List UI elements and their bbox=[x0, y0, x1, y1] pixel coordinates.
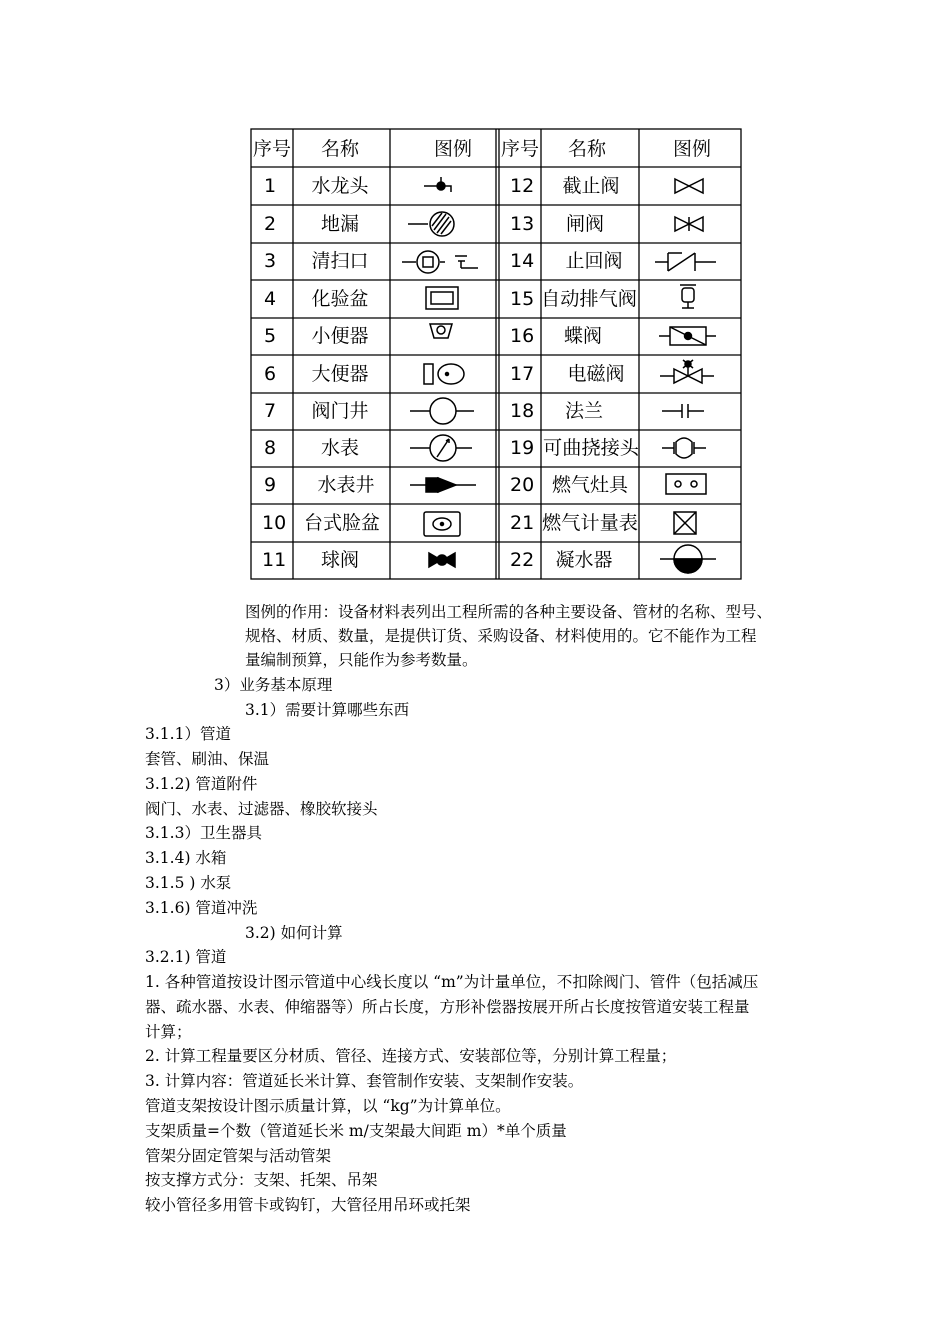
row-20-no: 20 bbox=[510, 474, 535, 496]
header-legend-right: 图例 bbox=[672, 138, 712, 160]
rule-1-line-2: 器、疏水器、水表、伸缩器等）所占长度，方形补偿器按展开所占长度按管道安装工程量 bbox=[145, 998, 750, 1016]
header-legend-left: 图例 bbox=[433, 138, 473, 160]
rule-1-line-1: 1. 各种管道按设计图示管道中心线长度以 “m”为计量单位，不扣除阀门、管件（包括减压 bbox=[145, 973, 759, 991]
row-18-no: 18 bbox=[510, 400, 535, 422]
row-22-no: 22 bbox=[510, 549, 535, 571]
row-12-name: 截止阀 bbox=[562, 175, 620, 197]
valve-well-icon bbox=[410, 398, 474, 424]
row-19-no: 19 bbox=[510, 437, 535, 459]
row-9-no: 9 bbox=[264, 474, 277, 496]
floor-drain-icon bbox=[408, 212, 454, 236]
flange-icon bbox=[662, 404, 704, 418]
row-15-name: 自动排气阀 bbox=[541, 288, 637, 310]
row-2-name: 地漏 bbox=[320, 213, 360, 235]
subsection-heading-3-2: 3.2) 如何计算 bbox=[245, 924, 343, 942]
row-1-no: 1 bbox=[264, 175, 277, 197]
row-4-name: 化验盆 bbox=[311, 288, 369, 310]
header-no-left: 序号 bbox=[252, 138, 292, 160]
row-6-name: 大便器 bbox=[311, 363, 369, 385]
item-heading-3-2-1: 3.2.1) 管道 bbox=[145, 948, 227, 966]
row-5-no: 5 bbox=[264, 325, 277, 347]
support-types: 管架分固定管架与活动管架 bbox=[145, 1147, 332, 1165]
row-10-name: 台式脸盆 bbox=[303, 512, 381, 534]
item-heading-3-1-6: 3.1.6) 管道冲洗 bbox=[145, 899, 258, 917]
check-valve-icon bbox=[655, 253, 716, 271]
support-by-diameter: 较小管径多用管卡或钩钉，大管径用吊环或托架 bbox=[145, 1196, 471, 1214]
row-18-name: 法兰 bbox=[564, 400, 604, 422]
row-13-no: 13 bbox=[510, 213, 535, 235]
row-5-name: 小便器 bbox=[311, 325, 369, 347]
row-7-no: 7 bbox=[264, 400, 277, 422]
row-4-no: 4 bbox=[264, 288, 277, 310]
item-heading-3-1-3: 3.1.3）卫生器具 bbox=[145, 824, 262, 842]
row-16-no: 16 bbox=[510, 325, 535, 347]
row-12-no: 12 bbox=[510, 175, 535, 197]
row-16-name: 蝶阀 bbox=[563, 325, 603, 347]
row-22-name: 凝水器 bbox=[555, 549, 613, 571]
row-2-no: 2 bbox=[264, 213, 277, 235]
row-20-name: 燃气灶具 bbox=[551, 474, 629, 496]
row-6-no: 6 bbox=[264, 363, 277, 385]
urinal-icon bbox=[430, 324, 452, 338]
item-text-3-1-1: 套管、刷油、保温 bbox=[145, 750, 270, 768]
row-14-name: 止回阀 bbox=[565, 250, 623, 272]
solenoid-valve-icon bbox=[660, 360, 714, 383]
lab-sink-icon bbox=[426, 287, 458, 309]
legend-purpose-line-3: 量编制预算，只能作为参考数量。 bbox=[245, 651, 478, 669]
support-weight-formula: 支架质量=个数（管道延长米 m/支架最大间距 m）*单个质量 bbox=[145, 1122, 567, 1140]
legend-purpose-line-2: 规格、材质、数量，是提供订货、采购设备、材料使用的。它不能作为工程 bbox=[245, 627, 757, 645]
row-8-no: 8 bbox=[264, 437, 277, 459]
support-weight-rule: 管道支架按设计图示质量计算，以 “kg”为计算单位。 bbox=[145, 1097, 511, 1115]
stop-valve-icon bbox=[675, 179, 703, 193]
header-name-left: 名称 bbox=[320, 138, 360, 160]
rule-3: 3. 计算内容：管道延长米计算、套管制作安装、支架制作安装。 bbox=[145, 1072, 584, 1090]
row-7-name: 阀门井 bbox=[311, 400, 369, 422]
gas-meter-icon bbox=[674, 512, 696, 534]
row-11-name: 球阀 bbox=[320, 549, 360, 571]
row-21-name: 燃气计量表 bbox=[542, 512, 638, 534]
subsection-heading-3-1: 3.1）需要计算哪些东西 bbox=[245, 701, 410, 719]
air-vent-valve-icon bbox=[680, 285, 696, 308]
row-3-name: 清扫口 bbox=[311, 250, 369, 272]
item-text-3-1-2: 阀门、水表、过滤器、橡胶软接头 bbox=[145, 800, 378, 818]
row-3-no: 3 bbox=[264, 250, 277, 272]
item-heading-3-1-5: 3.1.5 ) 水泵 bbox=[145, 874, 232, 892]
legend-table bbox=[250, 128, 742, 580]
toilet-icon bbox=[424, 364, 464, 384]
row-10-no: 10 bbox=[262, 512, 287, 534]
section-heading-3: 3）业务基本原理 bbox=[214, 676, 333, 694]
row-8-name: 水表 bbox=[320, 437, 360, 459]
rule-1-line-3: 计算； bbox=[145, 1023, 192, 1041]
row-11-no: 11 bbox=[262, 549, 287, 571]
condensate-trap-icon bbox=[660, 545, 716, 573]
legend-purpose-line-1: 图例的作用：设备材料表列出工程所需的各种主要设备、管材的名称、型号、 bbox=[245, 603, 773, 621]
support-methods: 按支撑方式分：支架、托架、吊架 bbox=[145, 1171, 378, 1189]
header-no-right: 序号 bbox=[500, 138, 540, 160]
item-heading-3-1-1: 3.1.1）管道 bbox=[145, 725, 231, 743]
row-17-no: 17 bbox=[510, 363, 535, 385]
gate-valve-icon bbox=[675, 217, 703, 231]
row-19-name: 可曲挠接头 bbox=[543, 437, 640, 459]
row-9-name: 水表井 bbox=[317, 474, 375, 496]
rule-2: 2. 计算工程量要区分材质、管径、连接方式、安装部位等，分别计算工程量； bbox=[145, 1047, 677, 1065]
washbasin-icon bbox=[424, 512, 460, 536]
ball-valve-icon bbox=[429, 553, 455, 567]
flexible-joint-icon bbox=[662, 438, 706, 458]
cleanout-icon bbox=[402, 251, 478, 273]
water-meter-well-icon bbox=[410, 478, 476, 492]
butterfly-valve-icon bbox=[659, 327, 716, 345]
row-1-name: 水龙头 bbox=[311, 175, 369, 197]
row-21-no: 21 bbox=[510, 512, 535, 534]
water-meter-icon bbox=[410, 435, 472, 461]
row-15-no: 15 bbox=[510, 288, 535, 310]
row-14-no: 14 bbox=[510, 250, 535, 272]
faucet-icon bbox=[424, 177, 451, 192]
row-13-name: 闸阀 bbox=[565, 213, 605, 235]
row-17-name: 电磁阀 bbox=[567, 363, 625, 385]
gas-stove-icon bbox=[666, 474, 706, 494]
item-heading-3-1-2: 3.1.2) 管道附件 bbox=[145, 775, 258, 793]
header-name-right: 名称 bbox=[567, 138, 607, 160]
item-heading-3-1-4: 3.1.4) 水箱 bbox=[145, 849, 227, 867]
